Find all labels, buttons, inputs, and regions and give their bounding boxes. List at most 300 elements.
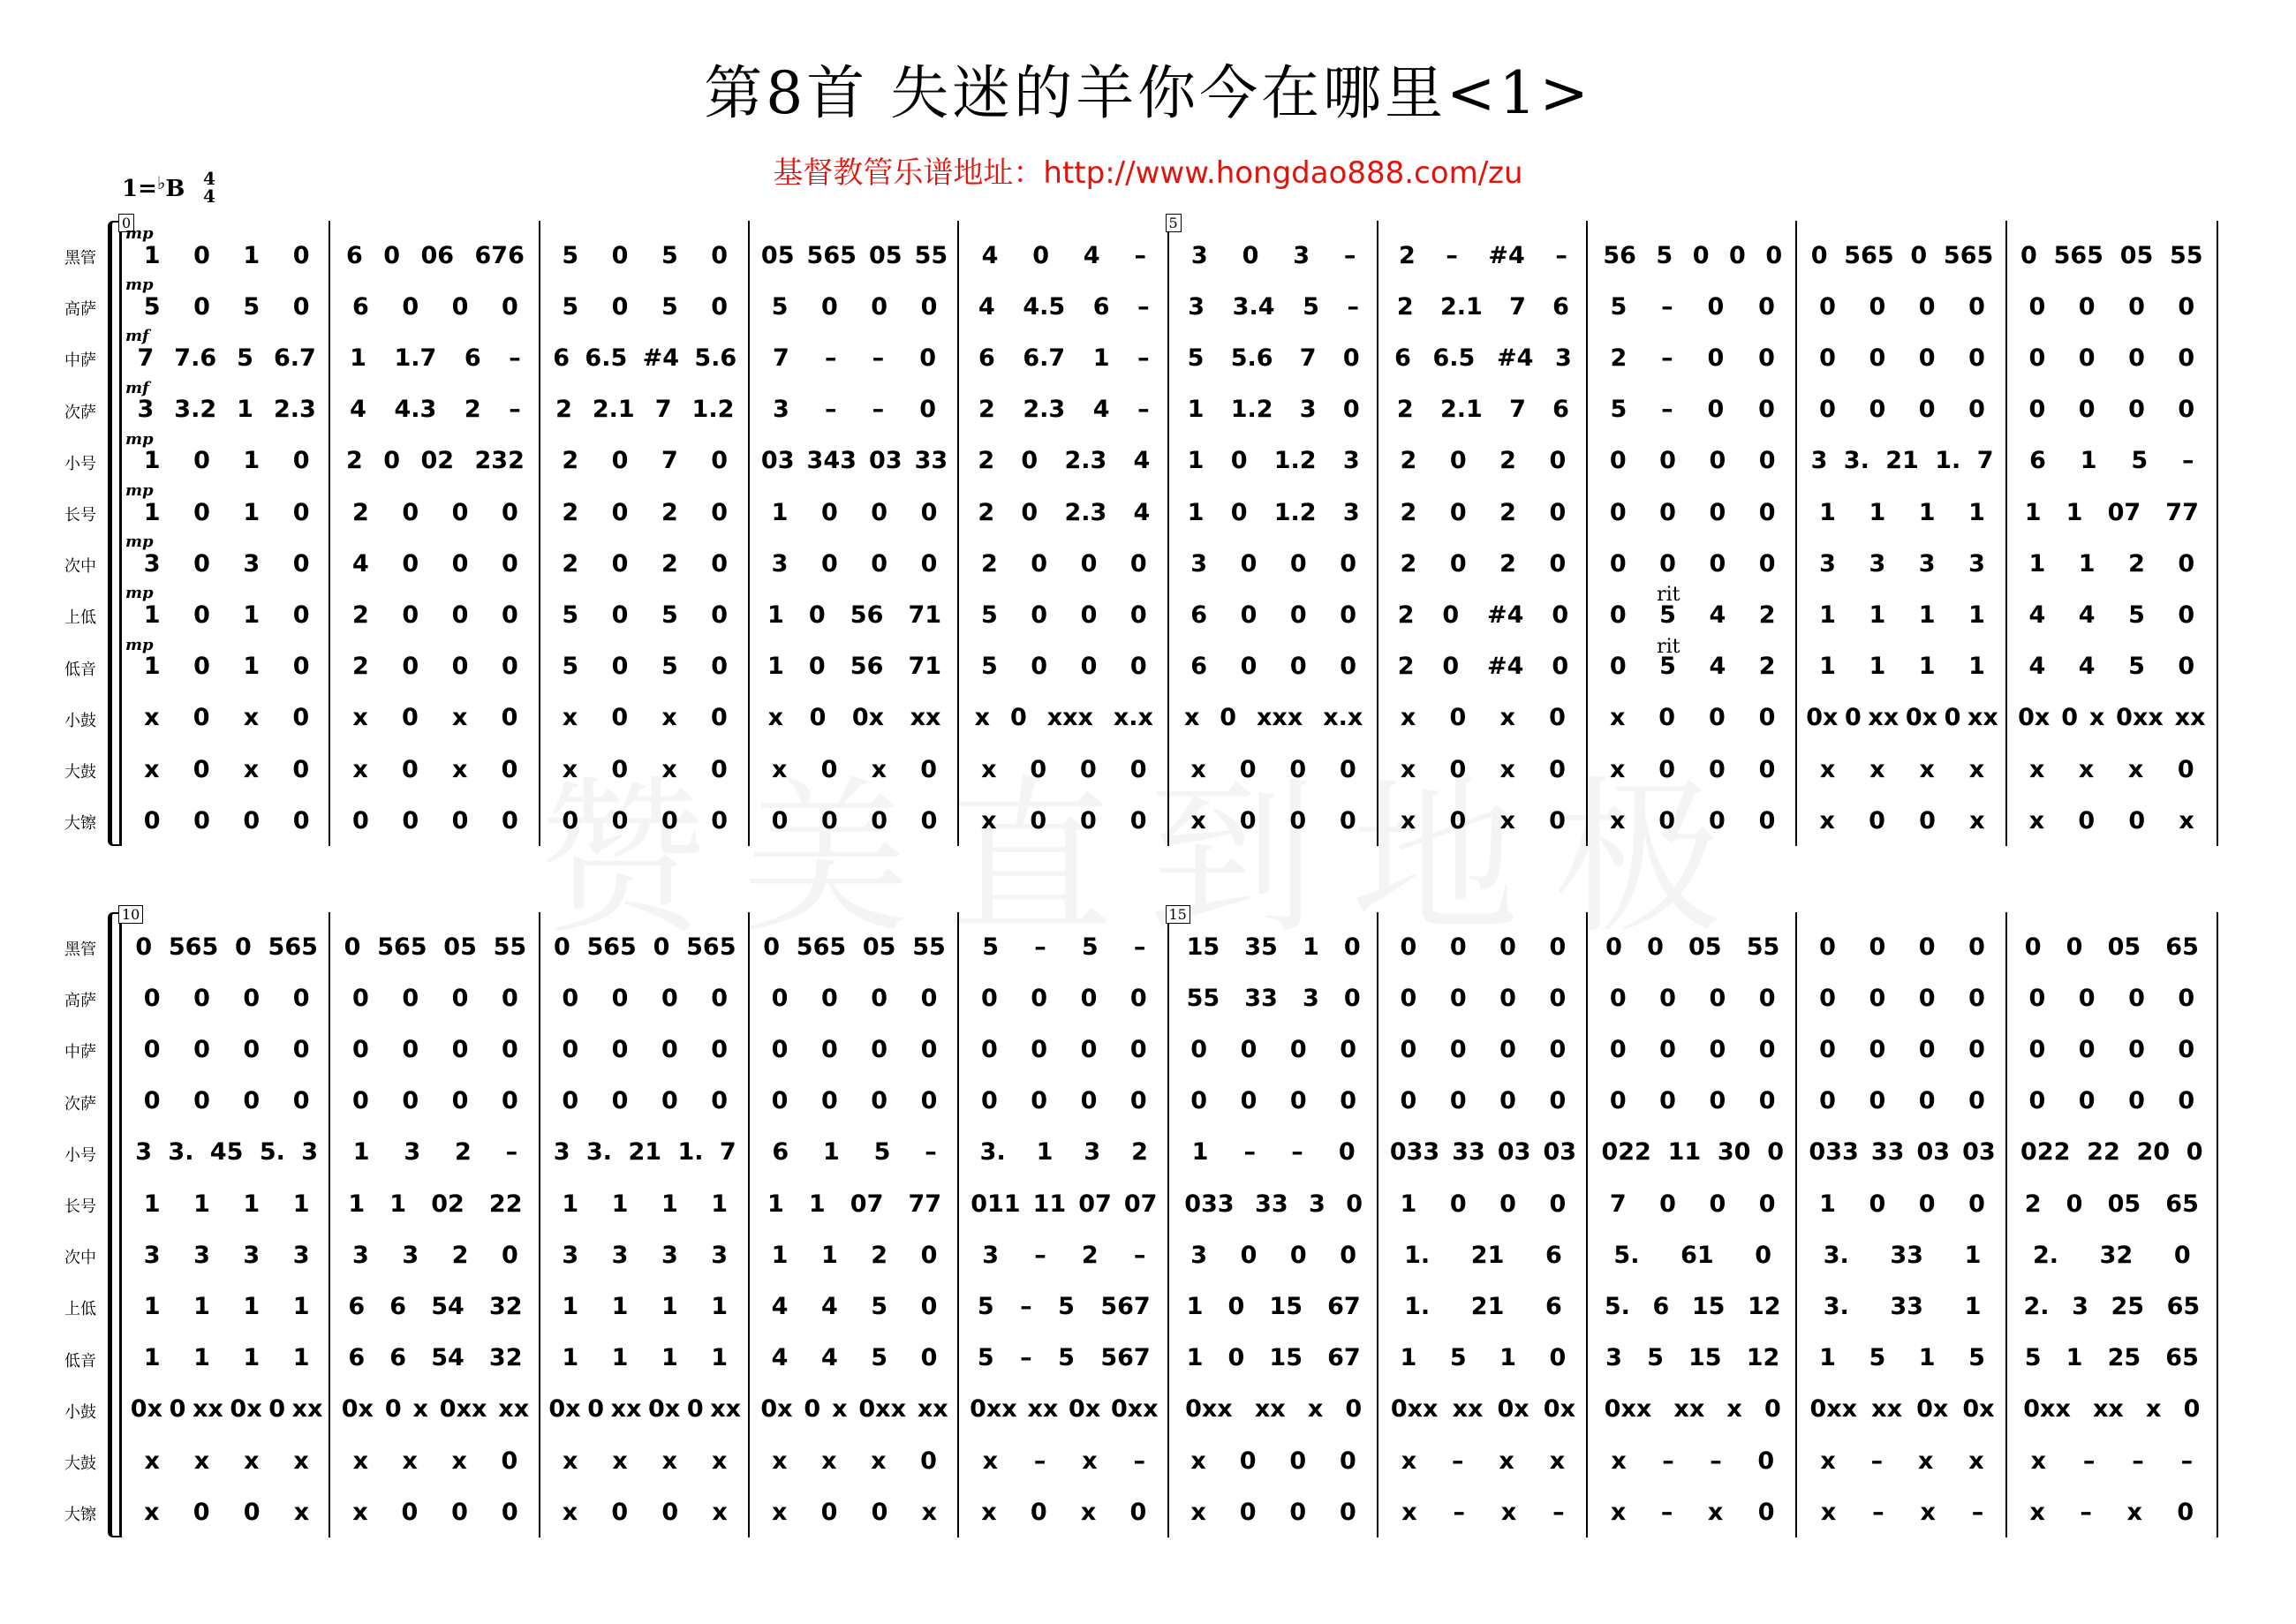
measure-notes: 0 5 4 2: [1609, 601, 1776, 629]
measure-notes: 0 0 0 0: [1819, 933, 1985, 961]
measure-notes: 5 0 5 0: [562, 601, 729, 629]
measure-notes: 033 33 3 0: [1184, 1190, 1363, 1218]
instrument-name: 小号: [64, 1145, 96, 1165]
measure: [329, 221, 540, 846]
measure-notes: 0 0 0 0: [771, 1087, 938, 1115]
measure-notes: 2 2.1 7 1.2: [555, 396, 735, 424]
measure-notes: 2 0 02 232: [346, 447, 525, 475]
measure-notes: 0 0 0 0: [143, 1087, 310, 1115]
measure-notes: 0 0 0 0: [1190, 1087, 1356, 1115]
measure-notes: 2 0 0 0: [352, 601, 518, 629]
measure-notes: 2 0 0 0: [980, 549, 1147, 578]
measure-notes: 0 0 0 0: [352, 1087, 518, 1115]
time-signature: [200, 170, 219, 205]
instrument-name: 长号: [64, 1197, 96, 1216]
key-note: B: [165, 176, 185, 202]
measure-notes: 5 0 0 0: [980, 653, 1147, 681]
instrument-name: 小鼓: [64, 1402, 96, 1422]
measure-notes: 56 5 0 0 0: [1603, 241, 1783, 269]
instrument-name: 大镲: [64, 1506, 96, 1525]
measure-notes: 4 4 5 0: [771, 1344, 938, 1372]
instrument-name: 高萨: [64, 992, 96, 1011]
measure-notes: x 0 0 0: [1610, 704, 1776, 732]
measure-notes: 1 0 1.2 3: [1187, 498, 1360, 526]
measure-notes: 5 1 25 65: [2024, 1344, 2199, 1372]
measure-notes: x – x –: [1820, 1498, 1984, 1526]
measure-number: 5: [1166, 214, 1182, 232]
key-prefix: 1=: [122, 176, 157, 202]
measure-notes: 0xx xx x 0: [1604, 1395, 1781, 1424]
measure-notes: 1. 21 6: [1404, 1292, 1562, 1320]
measure-notes: 0 0 0 0: [1819, 984, 1985, 1012]
dynamic-marking: mf: [125, 327, 149, 346]
measure-notes: 033 33 03 03: [1389, 1138, 1577, 1167]
score-system-2: [0, 906, 2296, 1526]
measure-notes: x – x –: [982, 1446, 1146, 1475]
measure-notes: 1 1 02 22: [348, 1190, 523, 1218]
measure-notes: 6 0 0 0: [352, 292, 518, 321]
measure-notes: 1 1 07 77: [767, 1190, 942, 1218]
measure-notes: 1 1 1 1: [1819, 498, 1985, 526]
measure-notes: 1 1 07 77: [2024, 498, 2199, 526]
measure-notes: 3 0 3 –: [1190, 241, 1356, 269]
measure-notes: 7 – – 0: [772, 344, 937, 372]
measure-notes: 3 0 3 0: [143, 549, 310, 578]
instrument-name: 长号: [64, 506, 96, 525]
measure-notes: 3 3.4 5 –: [1188, 292, 1359, 321]
measure-notes: 1 0 15 67: [1186, 1344, 1361, 1372]
measure-notes: 3 – 2 –: [982, 1241, 1146, 1269]
measure-notes: 3 3 3 3: [143, 1241, 310, 1269]
measure-notes: 0 0 0 0: [2028, 984, 2195, 1012]
dynamic-marking: mf: [125, 378, 149, 397]
measure-notes: 1 1 1 1: [1819, 653, 1985, 681]
measure-notes: x – x 0: [1610, 1498, 1775, 1526]
measure-notes: 0x 0 xx 0x 0 xx: [130, 1395, 323, 1424]
measure-notes: 6 0 06 676: [346, 241, 525, 269]
measure-notes: 0 0 0 0: [2028, 344, 2195, 372]
measure-notes: x 0 x 0: [771, 755, 938, 783]
measure-notes: 2 0 2 0: [1400, 447, 1567, 475]
measure-notes: 0 0 0 0: [1819, 1087, 1985, 1115]
measure-notes: x 0 0 x: [2028, 806, 2194, 835]
measure-notes: 0 0 0 0: [1819, 292, 1985, 321]
measure-notes: 1 1 1 1: [143, 1344, 310, 1372]
measure: [1586, 912, 1797, 1537]
measure-notes: 0 0 0 0: [1609, 447, 1776, 475]
measure-notes: 2 0 2 0: [562, 549, 729, 578]
measure-notes: 1 0 1 0: [143, 653, 310, 681]
measure: [2005, 912, 2218, 1537]
measure-notes: x 0 0 0: [981, 806, 1147, 835]
measure-notes: 0 0 05 55: [1605, 933, 1780, 961]
dynamic-marking: mp: [125, 584, 154, 603]
measure-notes: x 0 x 0: [1400, 755, 1566, 783]
measure-notes: 3 3 3 3: [1819, 549, 1985, 578]
measure-notes: 0 0 0 0: [1400, 1087, 1567, 1115]
measure-notes: 05 565 05 55: [760, 241, 948, 269]
measure-notes: x 0 x 0: [1400, 806, 1566, 835]
measure: [1795, 221, 2006, 846]
measure-notes: 0 0 0 0: [980, 984, 1147, 1012]
measure-notes: 0 0 0 0: [1819, 396, 1985, 424]
measure-notes: 5 0 5 0: [562, 241, 729, 269]
measure-notes: 1 0 0 0: [1819, 1190, 1985, 1218]
measure-notes: 1 0 56 71: [767, 601, 942, 629]
measure-notes: x 0 0 0: [981, 755, 1147, 783]
measure-notes: x 0 x 0: [1400, 704, 1566, 732]
dynamic-marking: mp: [125, 481, 154, 500]
measure-notes: 1 0 1.2 3: [1187, 447, 1360, 475]
measure-notes: 1 1 1 1: [562, 1292, 729, 1320]
measure-notes: x x x x: [563, 1446, 728, 1475]
measure-notes: 0 0 0 0: [352, 984, 518, 1012]
measure-notes: 1 0 0 0: [1400, 1190, 1567, 1218]
measure-notes: 3. 1 3 2: [979, 1138, 1148, 1167]
measure-notes: 0 565 05 55: [763, 933, 946, 961]
measure-notes: 0 0 0 0: [562, 806, 729, 835]
measure-notes: x – x x: [1401, 1446, 1566, 1475]
measure-notes: 3 3 3 3: [562, 1241, 729, 1269]
measure-notes: 0xx xx 0x 0xx: [970, 1395, 1159, 1424]
instrument-name: 黑管: [64, 940, 96, 959]
measure-notes: 2 2.1 7 6: [1396, 292, 1569, 321]
dynamic-marking: mp: [125, 533, 154, 552]
measure-notes: 4 4 5 0: [771, 1292, 938, 1320]
measure-notes: 6 0 0 0: [1190, 601, 1356, 629]
measure: [2005, 221, 2218, 846]
instrument-name: 小号: [64, 454, 96, 473]
measure-notes: 5 – 5 –: [982, 933, 1146, 961]
measure-notes: 0 0 0 0: [352, 1035, 518, 1063]
measure-notes: x 0 0 0: [1190, 1446, 1356, 1475]
measure: [1586, 221, 1797, 846]
measure-notes: 0 0 0 0: [980, 1087, 1147, 1115]
measure: [1377, 221, 1588, 846]
measure-notes: 0 565 0 565: [135, 933, 318, 961]
measure-notes: x x x x: [144, 1446, 309, 1475]
measure: [119, 906, 331, 1537]
measure-notes: 1 1 2 0: [2028, 549, 2195, 578]
measure-notes: 0 565 0 565: [553, 933, 736, 961]
measure-notes: 0 0 0 0: [562, 1087, 729, 1115]
measure-notes: 5 0 0 0: [980, 601, 1147, 629]
measure-notes: 0 0 0 0: [1819, 1035, 1985, 1063]
measure-notes: 3 3. 21 1. 7: [1810, 447, 1994, 475]
measure-notes: 0 0 0 0: [1609, 498, 1776, 526]
measure-notes: 3. 33 1: [1823, 1292, 1982, 1320]
measure-notes: 0 0 0 0: [1609, 984, 1776, 1012]
page-title: 第8首 失迷的羊你今在哪里<1>: [704, 59, 1592, 127]
measure-notes: x – x –: [1401, 1498, 1565, 1526]
measure-notes: 0 0 0 0: [143, 1035, 310, 1063]
measure-notes: 5 0 5 0: [562, 653, 729, 681]
measure-notes: 2 0 #4 0: [1397, 653, 1569, 681]
measure-notes: x 0 0 0: [352, 1498, 518, 1526]
measure-notes: x – x 0: [2029, 1498, 2194, 1526]
measure-notes: 0 0 0 0: [1609, 549, 1776, 578]
measure-notes: 5 0 5 0: [143, 292, 310, 321]
rit-marking: rit: [1657, 584, 1680, 607]
measure-notes: 3 0 0 0: [1190, 1241, 1356, 1269]
measure-notes: x 0 0 0: [1190, 755, 1356, 783]
measure-notes: 1 1 1 1: [562, 1190, 729, 1218]
measure-notes: x 0 xxx x.x: [1183, 704, 1363, 732]
instrument-name: 次中: [64, 557, 96, 577]
measure-notes: 0 5 4 2: [1609, 653, 1776, 681]
measure-notes: 0 0 0 0: [1819, 344, 1985, 372]
measure-notes: 7 0 0 0: [1609, 1190, 1776, 1218]
dynamic-marking: mp: [125, 276, 154, 295]
measure-notes: 5 5.6 7 0: [1187, 344, 1360, 372]
measure-notes: 5. 6 15 12: [1604, 1292, 1781, 1320]
measure-notes: x 0 0 0: [1190, 1498, 1356, 1526]
measure-notes: 3. 33 1: [1823, 1241, 1982, 1269]
measure-notes: 0xx xx x 0: [1185, 1395, 1363, 1424]
measure: [1167, 906, 1378, 1537]
measure-notes: 0 0 0 0: [2028, 292, 2195, 321]
measure-notes: 0xx xx 0x 0x: [1390, 1395, 1575, 1424]
measure-notes: 1 1 2 0: [771, 1241, 938, 1269]
measure-notes: 3 3. 21 1. 7: [553, 1138, 736, 1167]
measure-notes: 1 0 56 71: [767, 653, 942, 681]
measure-notes: 0 0 0 0: [143, 806, 310, 835]
measure: [748, 912, 959, 1537]
measure-notes: 3 3 2 0: [352, 1241, 518, 1269]
measure-notes: 0 0 0 0: [2028, 396, 2195, 424]
measure-notes: 5. 61 0: [1613, 1241, 1772, 1269]
measure-notes: x 0 0 x: [144, 1498, 310, 1526]
measure-notes: 2 0 05 65: [2024, 1190, 2199, 1218]
measure-notes: 0 0 0 0: [1609, 1035, 1776, 1063]
instrument-name: 次萨: [64, 1094, 96, 1114]
measure-notes: 15 35 1 0: [1186, 933, 1361, 961]
measure-notes: 0 0 0 0: [771, 806, 938, 835]
measure-notes: 1 1.2 3 0: [1187, 396, 1360, 424]
measure-notes: 2 0 #4 0: [1397, 601, 1569, 629]
measure-notes: 2 – #4 –: [1399, 241, 1567, 269]
measure-notes: 6 6.7 1 –: [978, 344, 1150, 372]
measure-notes: 0 0 0 0: [1400, 1035, 1567, 1063]
measure-notes: 5 – 5 567: [977, 1292, 1151, 1320]
measure-notes: 1 0 1 0: [143, 447, 310, 475]
measure-notes: 0x 0 x 0xx xx: [760, 1395, 948, 1424]
dynamic-marking: mp: [125, 429, 154, 449]
measure-notes: 2 0 2.3 4: [978, 498, 1151, 526]
measure-notes: 6 6.5 #4 5.6: [553, 344, 737, 372]
measure-notes: x – – 0: [1611, 1446, 1775, 1475]
measure-notes: 55 33 3 0: [1186, 984, 1361, 1012]
measure-notes: 1 1 1 1: [143, 1190, 310, 1218]
measure-notes: 4 4 5 0: [2028, 601, 2195, 629]
instrument-name: 上低: [64, 608, 96, 628]
measure: [539, 221, 750, 846]
measure-notes: x – – –: [2030, 1446, 2194, 1475]
measure-notes: x 0 x 0: [562, 755, 728, 783]
measure-notes: 2. 3 25 65: [2023, 1292, 2201, 1320]
measure: [957, 221, 1168, 846]
measure-notes: 6 6 54 32: [348, 1344, 523, 1372]
measure-notes: 0 0 0 0: [771, 984, 938, 1012]
measure: [329, 912, 540, 1537]
measure-notes: 03 343 03 33: [760, 447, 948, 475]
measure-notes: x 0 x 0: [144, 704, 310, 732]
time-signature-top: 4: [203, 168, 215, 189]
measure-notes: x 0 0 x: [562, 1498, 728, 1526]
measure-notes: 1 1 1 1: [1819, 601, 1985, 629]
measure-notes: x 0 x 0: [144, 755, 310, 783]
instrument-name: 次萨: [64, 403, 96, 422]
rit-marking: rit: [1657, 635, 1680, 658]
measure: [748, 221, 959, 846]
measure-notes: 0 0 0 0: [1400, 984, 1567, 1012]
measure-notes: 1 0 0 0: [771, 498, 938, 526]
measure-notes: 4 4.3 2 –: [350, 396, 521, 424]
measure-notes: 0 0 05 65: [2024, 933, 2199, 961]
measure-notes: 6 1 5 –: [2029, 447, 2194, 475]
measure-number: 15: [1166, 905, 1190, 924]
measure-notes: 0 0 0 0: [980, 1035, 1147, 1063]
measure-notes: 1. 21 6: [1404, 1241, 1562, 1269]
measure-notes: 0x 0 xx 0x 0 xx: [548, 1395, 742, 1424]
measure-notes: 2. 32 0: [2033, 1241, 2191, 1269]
measure-notes: 0 0 0 0: [771, 1035, 938, 1063]
measure-notes: 6 6 54 32: [348, 1292, 523, 1320]
measure-notes: x 0 x 0: [562, 704, 728, 732]
measure-notes: 3 – – 0: [772, 396, 937, 424]
measure: [957, 912, 1168, 1537]
measure-notes: x 0 0 x: [771, 1498, 938, 1526]
measure-notes: 0 0 0 0: [1190, 1035, 1356, 1063]
instrument-name: 黑管: [64, 249, 96, 268]
measure-notes: 5 – 5 567: [977, 1344, 1151, 1372]
measure: [1377, 912, 1588, 1537]
measure-notes: x x x 0: [2028, 755, 2194, 783]
measure-notes: 0xx xx x 0: [2023, 1395, 2201, 1424]
measure-notes: 2 0 0 0: [352, 653, 518, 681]
instrument-name: 上低: [64, 1300, 96, 1319]
measure-notes: 0 0 0 0: [1400, 933, 1567, 961]
flat-sign: ♭: [156, 172, 166, 193]
instrument-name: 中萨: [64, 1043, 96, 1062]
measure-notes: 1 5 1 0: [1400, 1344, 1567, 1372]
measure-notes: 0x 0 x 0xx xx: [341, 1395, 530, 1424]
measure-notes: 3 3.2 1 2.3: [137, 396, 316, 424]
measure-notes: 5 0 0 0: [771, 292, 938, 321]
measure-notes: 011 11 07 07: [971, 1190, 1158, 1218]
measure-notes: 2 – 0 0: [1610, 344, 1775, 372]
measure-notes: 5 – 0 0: [1610, 292, 1775, 321]
measure-notes: 1 0 15 67: [1186, 1292, 1361, 1320]
measure-notes: 0 0 0 0: [562, 984, 729, 1012]
measure-notes: 4 0 0 0: [352, 549, 518, 578]
measure-notes: 022 11 30 0: [1601, 1138, 1784, 1167]
instrument-name: 低音: [64, 1351, 96, 1371]
measure-notes: 0 0 0 0: [2028, 1035, 2195, 1063]
measure-notes: 1 0 1 0: [143, 241, 310, 269]
measure-notes: 2 0 2 0: [1400, 549, 1567, 578]
measure-notes: 2 2.1 7 6: [1396, 396, 1569, 424]
dynamic-marking: mp: [125, 224, 154, 243]
dynamic-marking: mp: [125, 635, 154, 654]
measure-notes: 6 1 5 –: [772, 1138, 937, 1167]
measure-notes: 033 33 03 03: [1809, 1138, 1996, 1167]
measure-notes: 4 4.5 6 –: [978, 292, 1150, 321]
measure-notes: x 0 0x xx: [767, 704, 941, 732]
measure-notes: 1 0 1 0: [143, 601, 310, 629]
measure-notes: 0 565 0 565: [1810, 241, 1994, 269]
score-system-1: [0, 215, 2296, 835]
measure-notes: 0 0 0 0: [2028, 1087, 2195, 1115]
measure-notes: 2 0 2 0: [1400, 498, 1567, 526]
instrument-name: 大鼓: [64, 763, 96, 782]
measure-notes: 0 0 0 0: [562, 1035, 729, 1063]
measure-notes: 5 – 0 0: [1610, 396, 1775, 424]
measure-notes: x – x x: [1820, 1446, 1984, 1475]
measure-number: 0: [118, 214, 134, 232]
measure: [1795, 912, 2006, 1537]
measure-notes: 022 22 20 0: [2020, 1138, 2203, 1167]
measure-notes: 4 4 5 0: [2028, 653, 2195, 681]
measure-notes: x 0 0 0: [1190, 806, 1356, 835]
measure-notes: 0 0 0 0: [352, 806, 518, 835]
score-url-subtitle: 基督教管乐谱地址：http://www.hongdao888.com/zu: [773, 155, 1523, 191]
measure-notes: x x x 0: [352, 1446, 518, 1475]
instrument-name: 大镲: [64, 814, 96, 834]
measure-notes: x 0 0 0: [1610, 755, 1776, 783]
measure-notes: 3 5 15 12: [1605, 1344, 1780, 1372]
measure-notes: 0 0 0 0: [143, 984, 310, 1012]
measure-notes: 2 0 2 0: [562, 498, 729, 526]
measure: [1167, 215, 1378, 846]
instrument-name: 小鼓: [64, 711, 96, 730]
measure-notes: 2 2.3 4 –: [978, 396, 1150, 424]
measure-notes: 7 7.6 5 6.7: [137, 344, 316, 372]
measure-notes: 1 1 1 1: [143, 1292, 310, 1320]
measure-notes: 0x 0 x 0xx xx: [2018, 704, 2206, 732]
measure-notes: x 0 x 0: [981, 1498, 1147, 1526]
measure-notes: 6 6.5 #4 3: [1394, 344, 1572, 372]
measure-notes: 2 0 0 0: [352, 498, 518, 526]
measure-notes: x x x 0: [772, 1446, 937, 1475]
measure-notes: 1 0 1 0: [143, 498, 310, 526]
instrument-name: 大鼓: [64, 1454, 96, 1473]
measure-notes: x 0 x 0: [352, 755, 518, 783]
measure-notes: 0 565 05 55: [344, 933, 527, 961]
measure-notes: x x x x: [1819, 755, 1985, 783]
measure-number: 10: [118, 905, 143, 924]
time-signature-bottom: 4: [203, 185, 215, 207]
instrument-name: 高萨: [64, 300, 96, 320]
measure-notes: x 0 xxx x.x: [974, 704, 1153, 732]
measure-notes: 1 1 1 1: [562, 1344, 729, 1372]
measure-notes: 1 – – 0: [1191, 1138, 1356, 1167]
measure-notes: 3 0 0 0: [771, 549, 938, 578]
measure-notes: 0 565 05 55: [2020, 241, 2203, 269]
instrument-name: 中萨: [64, 351, 96, 371]
measure-notes: 2 0 7 0: [562, 447, 729, 475]
measure-notes: 4 0 4 –: [981, 241, 1147, 269]
measure-notes: x 0 0 0: [1610, 806, 1776, 835]
instrument-name: 低音: [64, 660, 96, 679]
measure-notes: 5 0 5 0: [562, 292, 729, 321]
key-signature: [122, 172, 185, 202]
measure-notes: 0xx xx 0x 0x: [1809, 1395, 1995, 1424]
measure-notes: 0x 0 xx 0x 0 xx: [1806, 704, 1998, 732]
measure-notes: 2 0 2.3 4: [978, 447, 1151, 475]
instrument-name: 次中: [64, 1249, 96, 1268]
measure-notes: 3 0 0 0: [1190, 549, 1356, 578]
